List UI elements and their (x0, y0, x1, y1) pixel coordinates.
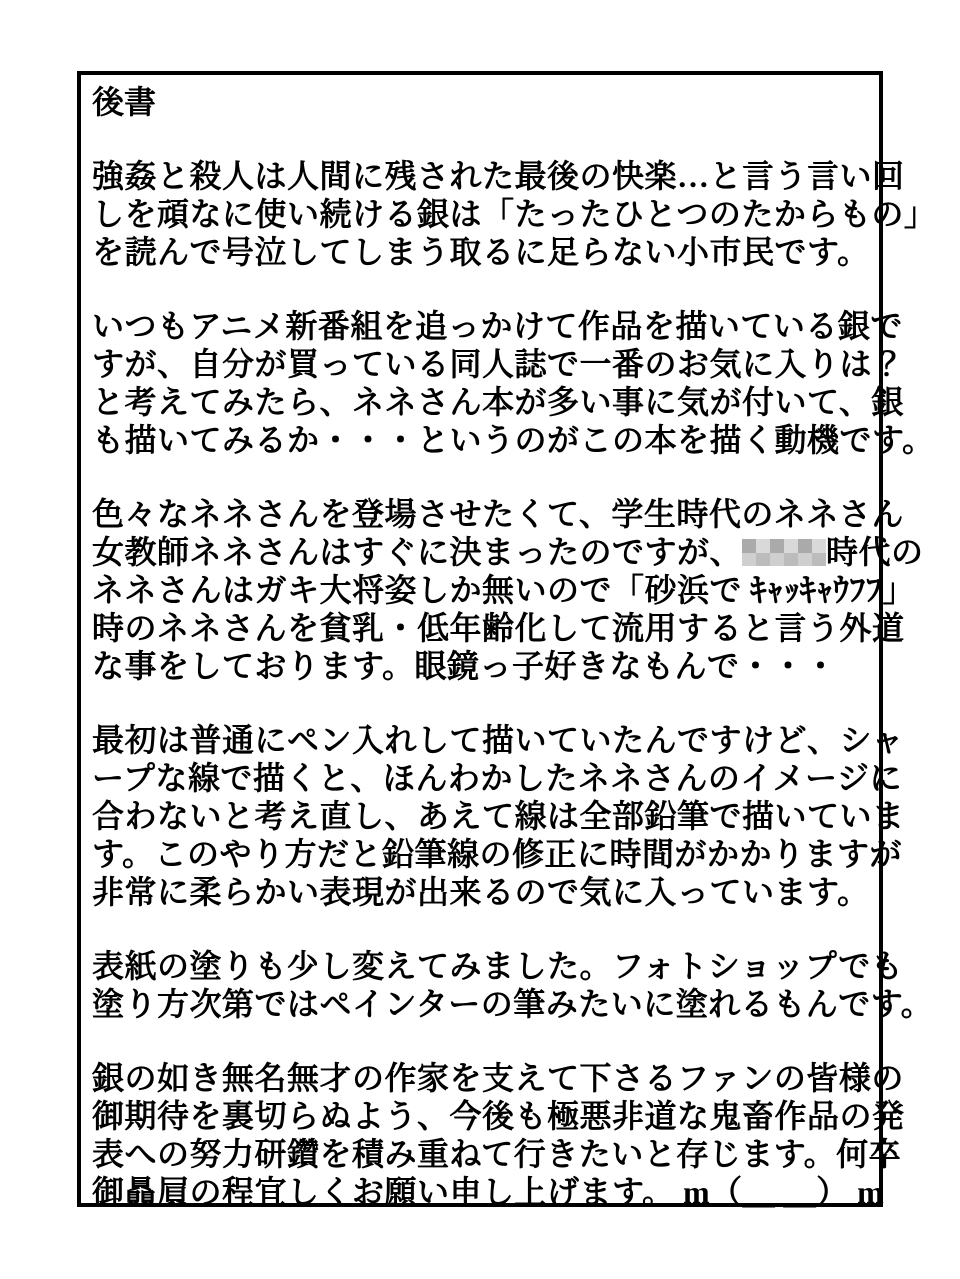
text-line: な事をしております。眼鏡っ子好きなもんで・・・ (92, 648, 837, 684)
text-line: 銀の如き無名無才の作家を支えて下さるファンの皆様の (92, 1060, 904, 1096)
text-line: 表紙の塗りも少し変えてみました。フォトショップでも (92, 948, 904, 984)
afterword-title: 後書 (92, 84, 157, 120)
paragraph (92, 1059, 905, 1211)
text-line: ープな線で描くと、ほんわかしたネネさんのイメージに (92, 760, 902, 796)
text-line: すが、自分が買っている同人誌で一番のお気に入りは？ (92, 346, 905, 382)
censored-mosaic (742, 539, 826, 566)
afterword-frame (77, 71, 937, 1210)
text-line: 御贔屓の程宜しくお願い申し上げます。 m（＿ ＿） m (92, 1174, 885, 1210)
text-line: 御期待を裏切らぬよう、今後も極悪非道な鬼畜作品の発 (92, 1098, 905, 1134)
text-line: と考えてみたら、ネネさん本が多い事に気が付いて、銀 (92, 384, 904, 420)
text-line: 塗り方次第ではペインターの筆みたいに塗れるもんです。 (92, 986, 934, 1022)
text-line: も描いてみるか・・・というのがこの本を描く動機です。 (92, 422, 935, 458)
paragraph (92, 157, 937, 271)
paragraph (92, 947, 934, 1023)
text-line: いつもアニメ新番組を追っかけて作品を描いている銀で (92, 308, 903, 344)
paragraph (92, 307, 935, 459)
text-line: 時のネネさんを貧乳・低年齢化して流用すると言う外道 (92, 610, 905, 646)
text-line: 合わないと考え直し、あえて線は全部鉛筆で描いていま (92, 798, 905, 834)
text-line: 色々なネネさんを登場させたくて、学生時代のネネさん (92, 496, 904, 532)
text-line: 表への努力研鑽を積み重ねて行きたいと存じます。何卒 (92, 1136, 902, 1172)
text-line: 非常に柔らかい表現が出来るので気に入っています。 (92, 874, 870, 910)
text-line: 最初は普通にペン入れして描いていたんですけど、シャ (92, 722, 904, 758)
text-line: 女教師ネネさんはすぐに決まったのですが、 時代の (92, 534, 924, 570)
text-line: しを頑なに使い続ける銀は「たったひとつのたからもの」 (92, 196, 937, 232)
text-line: す。このやり方だと鉛筆線の修正に時間がかかりますが (92, 836, 902, 872)
afterword-body (92, 157, 937, 1211)
text-line: ネネさんはガキ大将姿しか無いので「砂浜で ｷｬｯｷｬｳﾌﾌ」 (92, 572, 916, 608)
text-line: 強姦と殺人は人間に残された最後の快楽…と言う言い回 (92, 158, 905, 194)
text-line: を読んで号泣してしまう取るに足らない小市民です。 (92, 234, 870, 270)
paragraph (92, 495, 924, 685)
paragraph (92, 721, 905, 911)
